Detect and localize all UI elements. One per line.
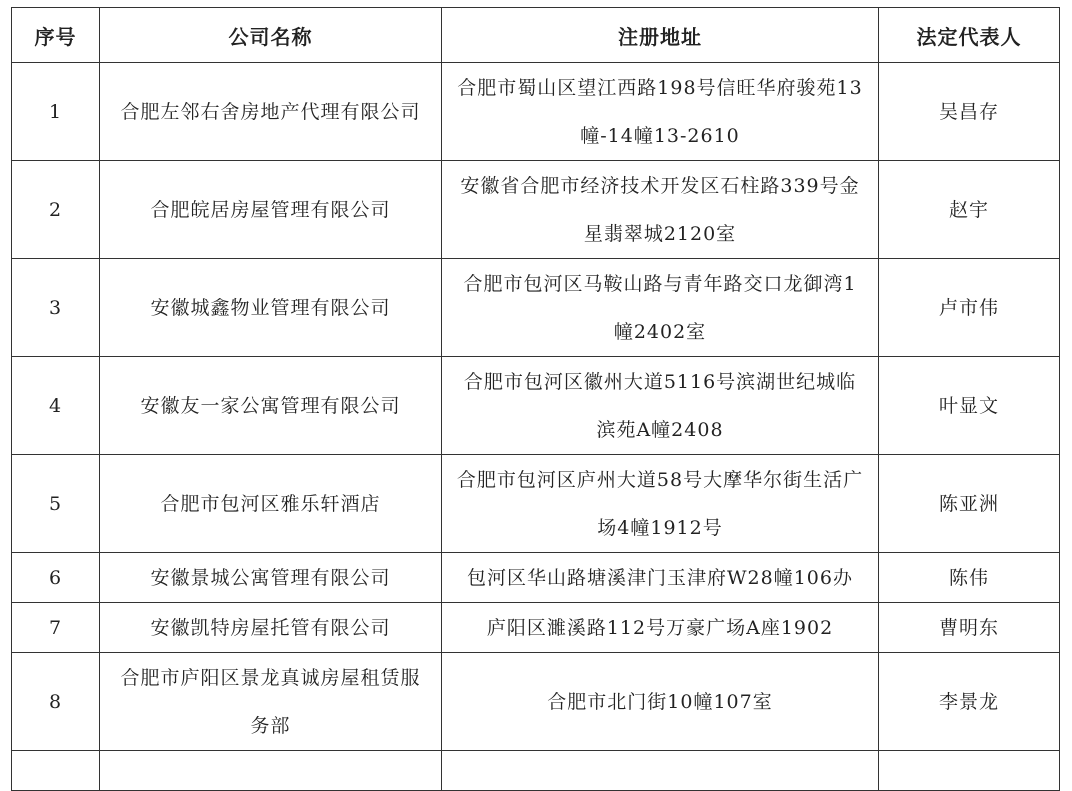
cell-index: 5 [12,455,100,553]
cell-representative: 叶显文 [879,357,1060,455]
company-table [11,7,1060,791]
cell-address: 安徽省合肥市经济技术开发区石柱路339号金星翡翠城2120室 [442,161,879,259]
cell-representative: 陈亚洲 [879,455,1060,553]
cell-index: 2 [12,161,100,259]
table-row [12,63,1060,161]
cell-company: 安徽景城公寓管理有限公司 [100,553,442,603]
cell-representative: 吴昌存 [879,63,1060,161]
table-row [12,553,1060,603]
cell-company: 安徽凯特房屋托管有限公司 [100,603,442,653]
cell-company: 合肥市包河区雅乐轩酒店 [100,455,442,553]
table-row [12,357,1060,455]
cell-address: 合肥市包河区徽州大道5116号滨湖世纪城临滨苑A幢2408 [442,357,879,455]
cell-company: 安徽城鑫物业管理有限公司 [100,259,442,357]
cell-empty [12,751,100,791]
cell-index: 6 [12,553,100,603]
header-index: 序号 [12,8,100,63]
cell-empty [442,751,879,791]
table-row [12,455,1060,553]
cell-company: 安徽友一家公寓管理有限公司 [100,357,442,455]
header-company: 公司名称 [100,8,442,63]
cell-index: 8 [12,653,100,751]
cell-address: 合肥市包河区庐州大道58号大摩华尔街生活广场4幢1912号 [442,455,879,553]
cell-company: 合肥市庐阳区景龙真诚房屋租赁服务部 [100,653,442,751]
cell-address: 包河区华山路塘溪津门玉津府W28幢106办 [442,553,879,603]
cell-address: 合肥市北门街10幢107室 [442,653,879,751]
cell-address: 合肥市蜀山区望江西路198号信旺华府骏苑13幢-14幢13-2610 [442,63,879,161]
cell-empty [100,751,442,791]
cell-company: 合肥左邻右舍房地产代理有限公司 [100,63,442,161]
table-row [12,161,1060,259]
header-address: 注册地址 [442,8,879,63]
cell-index: 4 [12,357,100,455]
cell-representative: 李景龙 [879,653,1060,751]
cell-address: 合肥市包河区马鞍山路与青年路交口龙御湾1幢2402室 [442,259,879,357]
cell-representative: 曹明东 [879,603,1060,653]
header-row [12,8,1060,63]
cell-representative: 陈伟 [879,553,1060,603]
cell-representative: 赵宇 [879,161,1060,259]
cell-address: 庐阳区濉溪路112号万豪广场A座1902 [442,603,879,653]
cell-company: 合肥皖居房屋管理有限公司 [100,161,442,259]
table-row [12,653,1060,751]
cell-representative: 卢市伟 [879,259,1060,357]
header-representative: 法定代表人 [879,8,1060,63]
cell-index: 3 [12,259,100,357]
table-row [12,259,1060,357]
cell-empty [879,751,1060,791]
table-row-partial [12,751,1060,791]
table-row [12,603,1060,653]
cell-index: 1 [12,63,100,161]
cell-index: 7 [12,603,100,653]
